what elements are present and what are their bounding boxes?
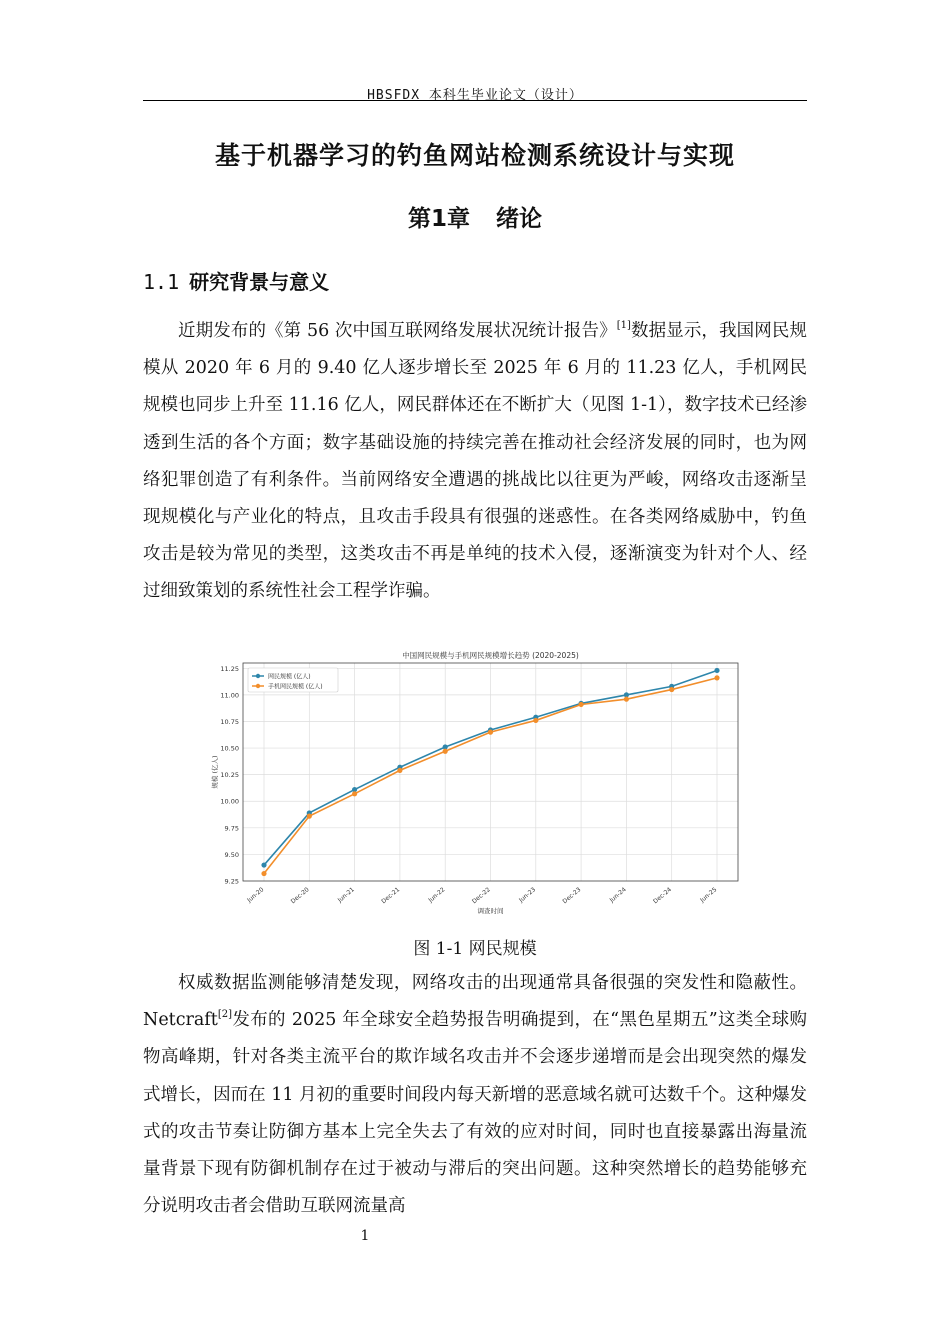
series-2-point	[307, 814, 312, 819]
x-tick-label: Dec-24	[652, 886, 673, 906]
y-tick-label: 9.25	[224, 877, 239, 886]
legend-label: 手机网民规模 (亿人)	[268, 683, 323, 691]
series-2-point	[488, 730, 493, 735]
y-tick-label: 11.25	[220, 664, 239, 673]
series-2-point	[352, 791, 357, 796]
series-2-point	[397, 768, 402, 773]
series-2-point	[533, 718, 538, 723]
section-number: 1.1	[143, 270, 180, 294]
citation-2[interactable]: [2]	[217, 1009, 232, 1021]
paragraph-1	[143, 313, 807, 611]
x-tick-label: Jun-24	[608, 886, 628, 904]
line-chart	[205, 648, 745, 918]
y-tick-label: 9.50	[224, 850, 239, 859]
series-2-point	[443, 749, 448, 754]
series-1-point	[714, 668, 719, 673]
series-2-point	[714, 675, 719, 680]
series-2-point	[669, 687, 674, 692]
y-tick-label: 10.25	[220, 771, 239, 780]
chapter-name: 绪论	[496, 206, 542, 232]
series-1-point	[261, 862, 266, 867]
y-axis-label: 规模 (亿人)	[211, 755, 219, 789]
section-heading	[143, 266, 329, 295]
header-rule	[143, 100, 807, 101]
x-tick-label: Jun-20	[246, 886, 266, 904]
x-tick-label: Jun-25	[699, 886, 719, 904]
y-tick-label: 11.00	[220, 691, 239, 700]
y-tick-label: 9.75	[224, 824, 239, 833]
x-tick-label: Dec-22	[470, 886, 492, 906]
legend-swatch-marker	[256, 684, 260, 688]
y-tick-label: 10.00	[220, 797, 239, 806]
running-header: HBSFDX 本科生毕业论文（设计）	[367, 88, 583, 103]
paragraph-1-text-a: 近期发布的《第 56 次中国互联网络发展状况统计报告》	[178, 321, 617, 341]
x-tick-label: Dec-21	[380, 886, 402, 906]
chapter-heading	[0, 200, 950, 233]
paragraph-2	[143, 965, 807, 1225]
document-title: 基于机器学习的钓鱼网站检测系统设计与实现	[214, 141, 735, 170]
section-name: 研究背景与意义	[189, 270, 330, 294]
figure-chart	[205, 648, 745, 918]
legend-label: 网民规模 (亿人)	[268, 673, 311, 681]
y-tick-label: 10.75	[220, 717, 239, 726]
x-tick-label: Jun-23	[517, 886, 538, 904]
paragraph-2-text-b: 发布的 2025 年全球安全趋势报告明确提到，在“黑色星期五”这类全球购物高峰期，针对各类主流平台的欺诈域名攻击并不会逐步递增而是会出现突然的爆发式增长，因而在 11 月初的重要时间段内每天新增的恶意域名就可达数千个。这种爆发式的攻击节奏让防御方基本上完全失去了有效的应对时间，同时也直接暴露出海量流量背景下现有防御机制存在过于被动与滞后的突出问题。这种突然增长的趋势能够充分说明攻击者会借助互联网流量高	[143, 1010, 807, 1217]
y-tick-label: 10.50	[220, 744, 239, 753]
page-number: 1	[360, 1228, 370, 1244]
paragraph-1-text-b: 数据显示，我国网民规模从 2020 年 6 月的 9.40 亿人逐步增长至 2025 年 6 月的 11.23 亿人，手机网民规模也同步上升至 11.16 亿人，网民群体还在不断扩大（见图 1-1），数字技术已经渗透到生活的各个方面；数字基础设施的持续完善在推动社会经济发展的同时，也为网络犯罪创造了有利条件。当前网络安全遭遇的挑战比以往更为严峻，网络攻击逐渐呈现规模化与产业化的特点，且攻击手段具有很强的迷惑性。在各类网络威胁中，钓鱼攻击是较为常见的类型，这类攻击不再是单纯的技术入侵，逐渐演变为针对个人、经过细致策划的系统性社会工程学诈骗。	[143, 321, 807, 602]
figure-caption: 图 1-1 网民规模	[413, 939, 537, 959]
paragraph-2-text-a: 权威数据监测能够清楚发现，网络攻击的出现通常具备很强的突发性和隐蔽性。Netcraft	[143, 973, 807, 1031]
series-2-point	[579, 702, 584, 707]
series-2-point	[624, 697, 629, 702]
x-tick-label: Jun-22	[427, 886, 447, 904]
x-tick-label: Jun-21	[336, 886, 356, 904]
x-tick-label: Dec-20	[289, 886, 311, 906]
legend-swatch-marker	[256, 674, 260, 678]
x-tick-label: Dec-23	[561, 886, 583, 906]
chapter-number: 第1章	[407, 206, 470, 232]
series-2-point	[261, 871, 266, 876]
x-axis-label: 调查时间	[477, 907, 504, 915]
citation-1[interactable]: [1]	[616, 320, 631, 331]
chart-title: 中国网民规模与手机网民规模增长趋势 (2020-2025)	[402, 651, 579, 660]
